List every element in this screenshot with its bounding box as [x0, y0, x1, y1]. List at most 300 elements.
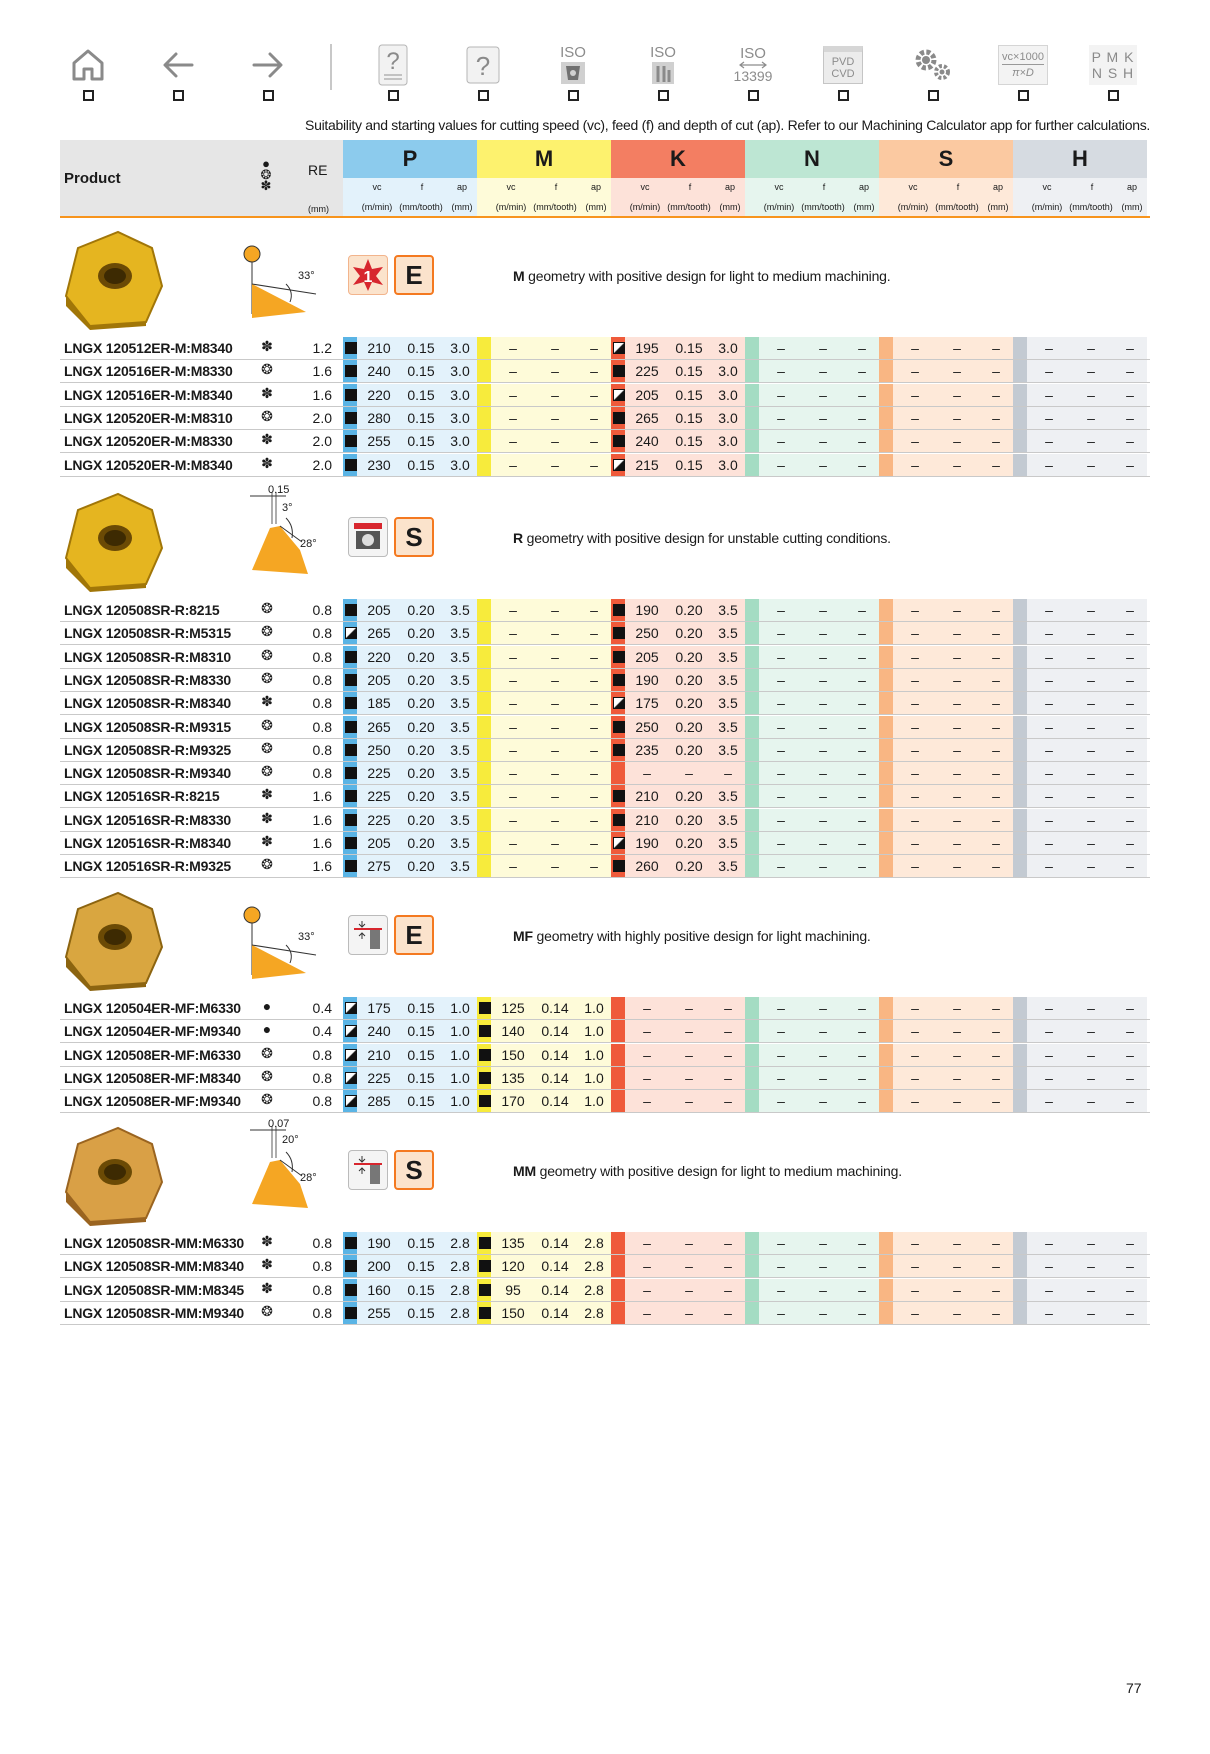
back-checkbox[interactable] [173, 90, 184, 101]
cell-group-m [477, 997, 611, 1019]
group-strip [611, 1090, 625, 1112]
settings-button[interactable] [905, 42, 961, 104]
value-vc: – [777, 1235, 785, 1251]
value-f: 0.20 [407, 625, 435, 641]
value-vc: – [643, 1047, 651, 1063]
suitability-full-icon [613, 721, 625, 733]
value-f: – [551, 649, 559, 665]
value-vc: – [1045, 858, 1053, 874]
table-row[interactable] [60, 360, 1150, 383]
value-vc: 170 [501, 1093, 525, 1109]
forward-button[interactable] [240, 42, 296, 104]
value-ap: 3.0 [450, 410, 470, 426]
value-vc: – [509, 433, 517, 449]
group-strip [745, 1232, 759, 1254]
suitability-full-icon [345, 435, 357, 447]
table-row[interactable] [60, 1255, 1150, 1278]
value-ap: 3.5 [450, 649, 470, 665]
value-vc: – [777, 1070, 785, 1086]
cell-group-h [1013, 622, 1147, 644]
cell-group-h [1013, 360, 1147, 382]
stability-icon [348, 517, 388, 557]
coating-label-1: PVD [831, 55, 855, 68]
cell-group-s [879, 599, 1013, 621]
value-ap: 3.0 [718, 457, 738, 473]
value-ap: – [858, 340, 866, 356]
cell-group-h [1013, 669, 1147, 691]
table-row[interactable] [60, 739, 1150, 762]
cell-group-p [343, 1044, 477, 1066]
cell-group-k [611, 454, 745, 476]
table-row[interactable] [60, 692, 1150, 715]
value-vc: – [1045, 788, 1053, 804]
value-f: 0.20 [675, 812, 703, 828]
value-ap: 3.5 [450, 858, 470, 874]
cell-group-s [879, 669, 1013, 691]
table-row[interactable] [60, 1067, 1150, 1090]
value-f: – [551, 812, 559, 828]
value-ap: 3.5 [718, 602, 738, 618]
value-f: – [685, 1047, 693, 1063]
value-ap: – [1126, 742, 1134, 758]
value-ap: – [724, 1235, 732, 1251]
cell-group-n [745, 1279, 879, 1301]
value-f: – [551, 695, 559, 711]
value-ap: – [992, 602, 1000, 618]
cell-group-k [611, 855, 745, 877]
product-code: LNGX 120508SR-R:M9340 [64, 765, 231, 781]
value-ap: 2.8 [584, 1235, 604, 1251]
insert-type-badge: S [394, 1150, 434, 1190]
coating-button[interactable] [815, 42, 871, 104]
value-vc: – [911, 1235, 919, 1251]
table-row[interactable] [60, 407, 1150, 430]
value-ap: – [992, 788, 1000, 804]
value-f: – [1087, 433, 1095, 449]
value-ap: – [1126, 1235, 1134, 1251]
value-vc: – [777, 457, 785, 473]
cell-group-n [745, 384, 879, 406]
cell-group-n [745, 1044, 879, 1066]
value-f: – [1087, 1282, 1095, 1298]
value-ap: 3.5 [718, 812, 738, 828]
value-ap: 3.0 [718, 410, 738, 426]
cell-group-s [879, 1090, 1013, 1112]
materials-icon [1089, 45, 1137, 85]
group-strip [745, 646, 759, 668]
suitability-partial-icon [345, 1072, 357, 1084]
value-vc: – [777, 625, 785, 641]
product-code: LNGX 120520ER-M:M8310 [64, 410, 233, 426]
col-vc: vc [1042, 182, 1052, 192]
value-f: – [551, 457, 559, 473]
settings-checkbox[interactable] [928, 90, 939, 101]
value-ap: – [1126, 788, 1134, 804]
product-code: LNGX 120516SR-R:M9325 [64, 858, 231, 874]
product-code: LNGX 120516SR-R:8215 [64, 788, 220, 804]
product-code: LNGX 120508SR-R:M5315 [64, 625, 231, 641]
cell-group-n [745, 622, 879, 644]
cell-group-k [611, 997, 745, 1019]
materials-button[interactable] [1085, 42, 1141, 104]
cell-group-h [1013, 692, 1147, 714]
help-button[interactable] [455, 42, 511, 104]
value-ap: 1.0 [584, 1070, 604, 1086]
product-code: LNGX 120520ER-M:M8340 [64, 457, 233, 473]
group-strip [1013, 599, 1027, 621]
value-ap: – [992, 649, 1000, 665]
cell-group-m [477, 1255, 611, 1277]
cell-group-s [879, 716, 1013, 738]
value-f: – [819, 1305, 827, 1321]
group-strip [611, 1232, 625, 1254]
value-vc: – [643, 1070, 651, 1086]
table-row[interactable] [60, 762, 1150, 785]
cell-group-m [477, 1279, 611, 1301]
value-ap: – [590, 719, 598, 735]
cell-group-m [477, 430, 611, 452]
value-f: 0.20 [675, 672, 703, 688]
suitability-full-icon [613, 814, 625, 826]
value-vc: – [777, 742, 785, 758]
table-row[interactable] [60, 337, 1150, 360]
home-checkbox[interactable] [83, 90, 94, 101]
header-re-unit: (mm) [308, 204, 329, 214]
table-row[interactable] [60, 1302, 1150, 1325]
cell-group-p [343, 762, 477, 784]
product-code: LNGX 120516ER-M:M8340 [64, 387, 233, 403]
geometry-description [513, 268, 890, 284]
product-code: LNGX 120512ER-M:M8340 [64, 340, 233, 356]
cell-group-k [611, 1279, 745, 1301]
table-row[interactable] [60, 622, 1150, 645]
cell-group-k [611, 739, 745, 761]
value-f: – [819, 340, 827, 356]
value-f: 0.20 [407, 602, 435, 618]
group-strip [745, 997, 759, 1019]
value-f: 0.15 [407, 1023, 435, 1039]
geometry-code: MM [513, 1163, 536, 1179]
cell-group-h [1013, 997, 1147, 1019]
value-vc: – [911, 363, 919, 379]
cell-group-h [1013, 762, 1147, 784]
group-strip [1013, 430, 1027, 452]
iso13399-button[interactable] [725, 42, 781, 104]
value-ap: – [992, 1000, 1000, 1016]
help-checkbox[interactable] [478, 90, 489, 101]
group-strip [745, 669, 759, 691]
value-ap: – [1126, 835, 1134, 851]
product-code: LNGX 120508ER-MF:M6330 [64, 1047, 241, 1063]
cell-group-p [343, 622, 477, 644]
value-f: – [685, 765, 693, 781]
group-strip [879, 1232, 893, 1254]
cell-group-s [879, 785, 1013, 807]
value-f: – [953, 1023, 961, 1039]
value-vc: – [911, 457, 919, 473]
corner-radius: 0.8 [312, 1093, 332, 1109]
value-ap: – [858, 719, 866, 735]
value-ap: 3.0 [718, 363, 738, 379]
value-vc: – [777, 410, 785, 426]
cell-group-p [343, 739, 477, 761]
insert-shape-icon: ✽ [261, 1233, 273, 1249]
help-list-checkbox[interactable] [388, 90, 399, 101]
corner-radius: 0.8 [312, 695, 332, 711]
value-ap: 3.5 [718, 835, 738, 851]
suitability-full-icon [345, 744, 357, 756]
calculator-checkbox[interactable] [1018, 90, 1029, 101]
value-vc: – [911, 1093, 919, 1109]
table-row[interactable] [60, 716, 1150, 739]
cell-group-p [343, 716, 477, 738]
iso-label: ISO [650, 43, 676, 61]
value-vc: – [1045, 742, 1053, 758]
table-row[interactable] [60, 599, 1150, 622]
value-ap: 3.5 [718, 625, 738, 641]
group-strip [477, 785, 491, 807]
value-f: – [1087, 719, 1095, 735]
cell-group-m [477, 1044, 611, 1066]
cell-group-k [611, 622, 745, 644]
unit-ap: (mm) [719, 202, 741, 212]
value-f: 0.20 [675, 858, 703, 874]
iso-insert-button[interactable] [545, 42, 601, 104]
iso-holder-checkbox[interactable] [658, 90, 669, 101]
cell-group-s [879, 1044, 1013, 1066]
table-row[interactable] [60, 997, 1150, 1020]
cell-group-p [343, 384, 477, 406]
help-list-button[interactable] [365, 42, 421, 104]
cell-group-k [611, 430, 745, 452]
cell-group-s [879, 1020, 1013, 1042]
value-f: 0.14 [541, 1070, 569, 1086]
value-vc: – [643, 1235, 651, 1251]
product-code: LNGX 120508SR-R:M8340 [64, 695, 231, 711]
table-row[interactable] [60, 1044, 1150, 1067]
group-subheader [343, 182, 477, 216]
value-ap: – [590, 387, 598, 403]
cell-group-p [343, 646, 477, 668]
value-vc: 205 [635, 387, 659, 403]
value-vc: 275 [367, 858, 391, 874]
corner-radius: 0.8 [312, 719, 332, 735]
value-ap: – [992, 1305, 1000, 1321]
corner-radius: 1.6 [312, 387, 332, 403]
col-vc: vc [774, 182, 784, 192]
value-vc: 160 [367, 1282, 391, 1298]
header-group-n [745, 140, 879, 216]
table-row[interactable] [60, 785, 1150, 808]
value-ap: – [590, 649, 598, 665]
toolbar [60, 42, 1150, 104]
value-vc: – [1045, 1305, 1053, 1321]
insert-shape-icon: ✽ [261, 455, 273, 471]
cell-group-n [745, 832, 879, 854]
calculator-button[interactable] [995, 42, 1051, 104]
cell-group-s [879, 454, 1013, 476]
cell-group-m [477, 669, 611, 691]
table-row[interactable] [60, 1020, 1150, 1043]
value-f: – [1087, 602, 1095, 618]
iso-holder-button[interactable] [635, 42, 691, 104]
value-vc: 210 [635, 788, 659, 804]
cell-group-n [745, 1020, 879, 1042]
iso-label: ISO [560, 43, 586, 61]
group-strip [879, 762, 893, 784]
value-vc: 190 [635, 835, 659, 851]
group-strip [745, 716, 759, 738]
table-row[interactable] [60, 430, 1150, 453]
materials-checkbox[interactable] [1108, 90, 1119, 101]
suitability-full-icon [613, 790, 625, 802]
value-vc: – [1045, 695, 1053, 711]
table-row[interactable] [60, 1232, 1150, 1255]
value-f: 0.15 [407, 433, 435, 449]
value-f: – [953, 1093, 961, 1109]
suitability-full-icon [345, 412, 357, 424]
suitability-full-icon [613, 604, 625, 616]
value-vc: 225 [367, 765, 391, 781]
table-row[interactable] [60, 809, 1150, 832]
value-vc: – [911, 387, 919, 403]
value-ap: – [992, 410, 1000, 426]
cell-group-n [745, 762, 879, 784]
value-f: 0.15 [407, 340, 435, 356]
cell-group-m [477, 1232, 611, 1254]
value-f: 0.14 [541, 1235, 569, 1251]
col-ap: ap [724, 182, 735, 192]
value-f: – [819, 1258, 827, 1274]
geometry-text: geometry with positive design for unstable cutting conditions. [522, 530, 891, 546]
cell-group-s [879, 809, 1013, 831]
value-f: 0.14 [541, 1258, 569, 1274]
suitability-full-icon [613, 651, 625, 663]
header-group-s [879, 140, 1013, 216]
cell-group-n [745, 1255, 879, 1277]
value-ap: 1.0 [450, 1000, 470, 1016]
geometry-code: R [513, 530, 523, 546]
group-strip [1013, 1090, 1027, 1112]
home-button[interactable] [60, 42, 116, 104]
group-strip [1013, 1302, 1027, 1324]
back-button[interactable] [150, 42, 206, 104]
value-vc: – [643, 1282, 651, 1298]
value-f: 0.14 [541, 1000, 569, 1016]
value-f: – [551, 433, 559, 449]
value-vc: – [911, 433, 919, 449]
value-f: – [953, 695, 961, 711]
table-row[interactable] [60, 646, 1150, 669]
cell-group-h [1013, 1232, 1147, 1254]
group-subheader [611, 182, 745, 216]
value-ap: – [1126, 1070, 1134, 1086]
insert-shape-icon: ✽ [261, 786, 273, 802]
corner-radius: 0.8 [312, 672, 332, 688]
insert-shape-icon: ✽ [261, 338, 273, 354]
group-strip [611, 997, 625, 1019]
value-vc: – [777, 363, 785, 379]
value-f: 0.20 [407, 835, 435, 851]
value-ap: – [858, 695, 866, 711]
group-strip [745, 1302, 759, 1324]
cell-group-s [879, 1232, 1013, 1254]
value-f: – [1087, 765, 1095, 781]
product-code: LNGX 120508SR-R:8215 [64, 602, 220, 618]
value-f: 0.20 [407, 788, 435, 804]
col-f: f [822, 182, 826, 192]
suitability-full-icon [479, 1072, 491, 1084]
value-f: – [953, 433, 961, 449]
value-vc: – [777, 1023, 785, 1039]
value-ap: 3.5 [450, 602, 470, 618]
group-strip [745, 430, 759, 452]
table-row[interactable] [60, 1090, 1150, 1113]
cutting-edge-icon [348, 915, 388, 955]
geometry-diagram [236, 244, 346, 334]
forward-checkbox[interactable] [263, 90, 274, 101]
value-f: – [685, 1305, 693, 1321]
cell-group-h [1013, 1067, 1147, 1089]
cell-group-h [1013, 337, 1147, 359]
value-ap: 1.0 [584, 1000, 604, 1016]
corner-radius: 0.4 [312, 1023, 332, 1039]
value-vc: 195 [635, 340, 659, 356]
value-vc: 190 [367, 1235, 391, 1251]
value-ap: 2.8 [584, 1282, 604, 1298]
value-f: – [819, 363, 827, 379]
value-vc: 280 [367, 410, 391, 426]
group-strip [477, 407, 491, 429]
value-f: – [551, 742, 559, 758]
value-vc: – [1045, 457, 1053, 473]
value-vc: 265 [367, 719, 391, 735]
cell-group-s [879, 762, 1013, 784]
value-f: – [953, 1070, 961, 1086]
group-strip [745, 360, 759, 382]
table-row[interactable] [60, 1279, 1150, 1302]
table-row[interactable] [60, 832, 1150, 855]
value-vc: – [1045, 1093, 1053, 1109]
geometry-code: M [513, 268, 525, 284]
table-row[interactable] [60, 384, 1150, 407]
table-row[interactable] [60, 669, 1150, 692]
insert-shape-icon: ❂ [261, 408, 273, 424]
iso-insert-checkbox[interactable] [568, 90, 579, 101]
table-row[interactable] [60, 454, 1150, 477]
value-vc: – [777, 387, 785, 403]
iso-insert-icon [558, 60, 588, 86]
iso13399-checkbox[interactable] [748, 90, 759, 101]
value-f: – [1087, 812, 1095, 828]
cell-group-k [611, 646, 745, 668]
unit-vc: (m/min) [495, 202, 527, 212]
shape-legend-icon: ● ❂ ✽ [260, 156, 272, 193]
angle-main: 28° [300, 1172, 317, 1184]
cell-group-m [477, 407, 611, 429]
suitability-partial-icon [345, 1002, 357, 1014]
table-row[interactable] [60, 855, 1150, 878]
cell-group-m [477, 762, 611, 784]
group-strip [879, 832, 893, 854]
value-ap: – [590, 742, 598, 758]
value-f: 0.15 [407, 387, 435, 403]
value-f: – [1087, 858, 1095, 874]
unit-ap: (mm) [451, 202, 473, 212]
suitability-partial-icon [613, 837, 625, 849]
group-strip [879, 1279, 893, 1301]
coating-checkbox[interactable] [838, 90, 849, 101]
